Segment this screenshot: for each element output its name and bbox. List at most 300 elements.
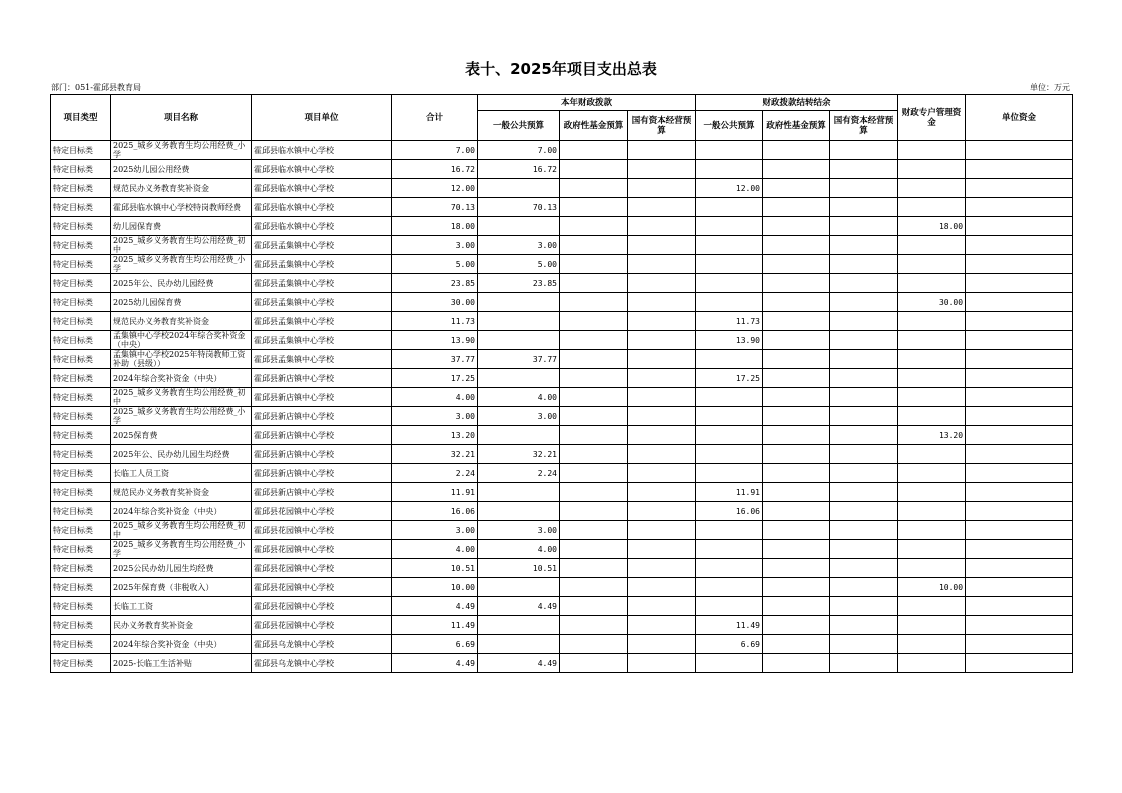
project-name-text: 孟集镇中心学校2025年特岗教师工资补助（县级）） xyxy=(113,350,246,368)
cell-carry-general: 16.06 xyxy=(696,502,763,521)
header-current-group: 本年财政拨款 xyxy=(478,95,696,111)
cell-name xyxy=(111,217,252,236)
cell-total: 37.77 xyxy=(392,350,478,369)
cell-state-capital xyxy=(628,521,696,540)
cell-gov-fund xyxy=(560,445,628,464)
table-row xyxy=(51,635,1073,654)
cell-gov-fund xyxy=(560,597,628,616)
cell-org: 霍邱县临水镇中心学校 xyxy=(252,217,392,236)
cell-name xyxy=(111,198,252,217)
cell-carry-capital xyxy=(830,540,898,559)
cell-type: 特定目标类 xyxy=(51,407,111,426)
cell-carry-capital xyxy=(830,483,898,502)
cell-carry-fund xyxy=(763,217,830,236)
cell-unit-funds xyxy=(966,369,1073,388)
cell-org: 霍邱县乌龙镇中心学校 xyxy=(252,635,392,654)
cell-carry-capital xyxy=(830,521,898,540)
cell-state-capital xyxy=(628,141,696,160)
cell-type: 特定目标类 xyxy=(51,654,111,673)
cell-gov-fund xyxy=(560,426,628,445)
cell-special-mgmt xyxy=(898,198,966,217)
cell-total: 4.49 xyxy=(392,597,478,616)
cell-general-budget: 5.00 xyxy=(478,255,560,274)
cell-unit-funds xyxy=(966,331,1073,350)
cell-general-budget: 16.72 xyxy=(478,160,560,179)
cell-org: 霍邱县临水镇中心学校 xyxy=(252,141,392,160)
cell-general-budget xyxy=(478,426,560,445)
cell-name xyxy=(111,388,252,407)
cell-carry-general xyxy=(696,255,763,274)
cell-general-budget: 4.49 xyxy=(478,597,560,616)
cell-total: 23.85 xyxy=(392,274,478,293)
cell-carry-general xyxy=(696,521,763,540)
cell-type: 特定目标类 xyxy=(51,635,111,654)
cell-state-capital xyxy=(628,255,696,274)
cell-general-budget xyxy=(478,179,560,198)
cell-special-mgmt: 13.20 xyxy=(898,426,966,445)
cell-name xyxy=(111,274,252,293)
cell-special-mgmt xyxy=(898,464,966,483)
cell-carry-general xyxy=(696,407,763,426)
cell-unit-funds xyxy=(966,293,1073,312)
cell-unit-funds xyxy=(966,426,1073,445)
cell-unit-funds xyxy=(966,616,1073,635)
cell-state-capital xyxy=(628,274,696,293)
table-row xyxy=(51,198,1073,217)
cell-carry-fund xyxy=(763,540,830,559)
cell-state-capital xyxy=(628,540,696,559)
header-general-budget: 一般公共预算 xyxy=(478,111,560,141)
cell-general-budget xyxy=(478,293,560,312)
cell-carry-capital xyxy=(830,331,898,350)
cell-state-capital xyxy=(628,654,696,673)
cell-general-budget: 4.49 xyxy=(478,654,560,673)
cell-carry-fund xyxy=(763,597,830,616)
table-row xyxy=(51,160,1073,179)
cell-state-capital xyxy=(628,179,696,198)
cell-carry-general xyxy=(696,217,763,236)
cell-org: 霍邱县新店镇中心学校 xyxy=(252,426,392,445)
table-row xyxy=(51,141,1073,160)
cell-carry-fund xyxy=(763,521,830,540)
project-name-text: 2025_城乡义务教育生均公用经费_小学 xyxy=(113,407,246,425)
table-row xyxy=(51,616,1073,635)
cell-state-capital xyxy=(628,236,696,255)
cell-gov-fund xyxy=(560,616,628,635)
cell-general-budget xyxy=(478,483,560,502)
cell-special-mgmt xyxy=(898,407,966,426)
table-row xyxy=(51,236,1073,255)
cell-carry-fund xyxy=(763,502,830,521)
cell-state-capital xyxy=(628,483,696,502)
cell-unit-funds xyxy=(966,502,1073,521)
cell-special-mgmt xyxy=(898,179,966,198)
cell-general-budget xyxy=(478,616,560,635)
table-row xyxy=(51,179,1073,198)
cell-gov-fund xyxy=(560,521,628,540)
cell-org: 霍邱县孟集镇中心学校 xyxy=(252,274,392,293)
cell-state-capital xyxy=(628,407,696,426)
cell-carry-capital xyxy=(830,274,898,293)
cell-carry-capital xyxy=(830,217,898,236)
cell-org: 霍邱县临水镇中心学校 xyxy=(252,160,392,179)
cell-org: 霍邱县孟集镇中心学校 xyxy=(252,236,392,255)
cell-carry-general xyxy=(696,578,763,597)
project-name-text: 长临工人员工资 xyxy=(113,468,169,478)
cell-total: 30.00 xyxy=(392,293,478,312)
cell-total: 13.20 xyxy=(392,426,478,445)
cell-state-capital xyxy=(628,331,696,350)
cell-state-capital xyxy=(628,559,696,578)
cell-carry-capital xyxy=(830,255,898,274)
cell-gov-fund xyxy=(560,160,628,179)
cell-general-budget xyxy=(478,578,560,597)
page-title: 表十、2025年项目支出总表 xyxy=(465,60,657,78)
cell-total: 70.13 xyxy=(392,198,478,217)
cell-carry-general xyxy=(696,350,763,369)
table-row xyxy=(51,369,1073,388)
cell-total: 32.21 xyxy=(392,445,478,464)
cell-type: 特定目标类 xyxy=(51,160,111,179)
cell-state-capital xyxy=(628,464,696,483)
cell-total: 4.00 xyxy=(392,388,478,407)
cell-total: 13.90 xyxy=(392,331,478,350)
cell-carry-fund xyxy=(763,388,830,407)
project-name-text: 2025_城乡义务教育生均公用经费_初中 xyxy=(113,521,246,539)
project-name-text: 2025幼儿园保育费 xyxy=(113,297,182,307)
cell-general-budget: 7.00 xyxy=(478,141,560,160)
cell-state-capital xyxy=(628,502,696,521)
table-row xyxy=(51,388,1073,407)
cell-type: 特定目标类 xyxy=(51,350,111,369)
cell-carry-capital xyxy=(830,559,898,578)
cell-general-budget: 10.51 xyxy=(478,559,560,578)
cell-name xyxy=(111,578,252,597)
cell-total: 18.00 xyxy=(392,217,478,236)
cell-gov-fund xyxy=(560,312,628,331)
cell-special-mgmt xyxy=(898,445,966,464)
cell-type: 特定目标类 xyxy=(51,502,111,521)
cell-name xyxy=(111,521,252,540)
cell-carry-capital xyxy=(830,160,898,179)
project-name-text: 2025公民办幼儿园生均经费 xyxy=(113,563,214,573)
table-row xyxy=(51,483,1073,502)
cell-type: 特定目标类 xyxy=(51,426,111,445)
cell-unit-funds xyxy=(966,578,1073,597)
cell-total: 11.49 xyxy=(392,616,478,635)
cell-gov-fund xyxy=(560,274,628,293)
cell-unit-funds xyxy=(966,312,1073,331)
cell-carry-general xyxy=(696,540,763,559)
table-row xyxy=(51,540,1073,559)
project-name-text: 2025-长临工生活补贴 xyxy=(113,658,193,668)
cell-carry-fund xyxy=(763,331,830,350)
table-row xyxy=(51,217,1073,236)
cell-carry-general: 11.49 xyxy=(696,616,763,635)
cell-gov-fund xyxy=(560,407,628,426)
cell-special-mgmt xyxy=(898,483,966,502)
cell-type: 特定目标类 xyxy=(51,464,111,483)
table-row xyxy=(51,350,1073,369)
cell-special-mgmt xyxy=(898,312,966,331)
cell-type: 特定目标类 xyxy=(51,521,111,540)
cell-general-budget: 3.00 xyxy=(478,521,560,540)
cell-unit-funds xyxy=(966,445,1073,464)
cell-name xyxy=(111,369,252,388)
cell-name xyxy=(111,350,252,369)
cell-total: 4.49 xyxy=(392,654,478,673)
cell-gov-fund xyxy=(560,293,628,312)
cell-org: 霍邱县孟集镇中心学校 xyxy=(252,255,392,274)
cell-org: 霍邱县花园镇中心学校 xyxy=(252,559,392,578)
cell-carry-capital xyxy=(830,426,898,445)
cell-carry-capital xyxy=(830,236,898,255)
cell-general-budget: 3.00 xyxy=(478,236,560,255)
table-row xyxy=(51,464,1073,483)
cell-org: 霍邱县临水镇中心学校 xyxy=(252,179,392,198)
project-name-text: 2025幼儿园公用经费 xyxy=(113,164,190,174)
cell-name xyxy=(111,540,252,559)
cell-carry-fund xyxy=(763,369,830,388)
cell-general-budget: 2.24 xyxy=(478,464,560,483)
cell-carry-capital xyxy=(830,635,898,654)
cell-type: 特定目标类 xyxy=(51,217,111,236)
cell-state-capital xyxy=(628,293,696,312)
cell-type: 特定目标类 xyxy=(51,483,111,502)
cell-special-mgmt xyxy=(898,255,966,274)
cell-gov-fund xyxy=(560,559,628,578)
project-name-text: 幼儿园保育费 xyxy=(113,221,161,231)
unit-label: 单位：万元 xyxy=(1030,83,1070,92)
cell-total: 4.00 xyxy=(392,540,478,559)
project-expenditure-table xyxy=(50,94,1073,673)
cell-type: 特定目标类 xyxy=(51,274,111,293)
cell-general-budget xyxy=(478,369,560,388)
cell-unit-funds xyxy=(966,597,1073,616)
header-name: 项目名称 xyxy=(111,95,252,141)
cell-carry-general xyxy=(696,198,763,217)
cell-total: 11.91 xyxy=(392,483,478,502)
cell-name xyxy=(111,407,252,426)
cell-carry-capital xyxy=(830,369,898,388)
table-row xyxy=(51,502,1073,521)
cell-carry-general: 11.73 xyxy=(696,312,763,331)
cell-gov-fund xyxy=(560,217,628,236)
cell-type: 特定目标类 xyxy=(51,388,111,407)
cell-gov-fund xyxy=(560,502,628,521)
cell-special-mgmt xyxy=(898,369,966,388)
cell-gov-fund xyxy=(560,540,628,559)
cell-unit-funds xyxy=(966,274,1073,293)
cell-unit-funds xyxy=(966,141,1073,160)
cell-special-mgmt xyxy=(898,635,966,654)
cell-carry-general xyxy=(696,141,763,160)
cell-unit-funds xyxy=(966,521,1073,540)
cell-type: 特定目标类 xyxy=(51,445,111,464)
cell-name xyxy=(111,616,252,635)
header-carry-general: 一般公共预算 xyxy=(696,111,763,141)
cell-special-mgmt: 10.00 xyxy=(898,578,966,597)
cell-general-budget: 37.77 xyxy=(478,350,560,369)
project-name-text: 2025年公、民办幼儿园生均经费 xyxy=(113,449,230,459)
cell-org: 霍邱县花园镇中心学校 xyxy=(252,616,392,635)
cell-name xyxy=(111,597,252,616)
header-special-mgmt: 财政专户管理资金 xyxy=(898,95,966,141)
cell-general-budget xyxy=(478,217,560,236)
table-body xyxy=(51,141,1073,673)
cell-gov-fund xyxy=(560,578,628,597)
cell-special-mgmt xyxy=(898,540,966,559)
cell-carry-capital xyxy=(830,464,898,483)
cell-gov-fund xyxy=(560,369,628,388)
cell-carry-fund xyxy=(763,483,830,502)
cell-state-capital xyxy=(628,388,696,407)
cell-carry-capital xyxy=(830,616,898,635)
cell-gov-fund xyxy=(560,179,628,198)
cell-carry-fund xyxy=(763,635,830,654)
cell-gov-fund xyxy=(560,635,628,654)
cell-general-budget: 23.85 xyxy=(478,274,560,293)
cell-type: 特定目标类 xyxy=(51,331,111,350)
cell-total: 10.00 xyxy=(392,578,478,597)
cell-general-budget: 70.13 xyxy=(478,198,560,217)
cell-carry-general xyxy=(696,559,763,578)
cell-unit-funds xyxy=(966,217,1073,236)
cell-carry-fund xyxy=(763,616,830,635)
project-name-text: 规范民办义务教育奖补资金 xyxy=(113,316,209,326)
cell-carry-general xyxy=(696,293,763,312)
cell-special-mgmt xyxy=(898,350,966,369)
cell-org: 霍邱县新店镇中心学校 xyxy=(252,445,392,464)
cell-name xyxy=(111,559,252,578)
cell-org: 霍邱县花园镇中心学校 xyxy=(252,578,392,597)
cell-carry-fund xyxy=(763,407,830,426)
table-row xyxy=(51,255,1073,274)
cell-org: 霍邱县新店镇中心学校 xyxy=(252,483,392,502)
cell-unit-funds xyxy=(966,654,1073,673)
cell-name xyxy=(111,426,252,445)
cell-total: 16.72 xyxy=(392,160,478,179)
table-row xyxy=(51,407,1073,426)
cell-total: 2.24 xyxy=(392,464,478,483)
project-name-text: 2024年综合奖补资金（中央） xyxy=(113,506,222,516)
cell-gov-fund xyxy=(560,483,628,502)
cell-unit-funds xyxy=(966,255,1073,274)
cell-special-mgmt: 18.00 xyxy=(898,217,966,236)
header-total: 合计 xyxy=(392,95,478,141)
cell-name xyxy=(111,312,252,331)
cell-name xyxy=(111,141,252,160)
cell-name xyxy=(111,331,252,350)
project-name-text: 2025年公、民办幼儿园经费 xyxy=(113,278,214,288)
cell-state-capital xyxy=(628,160,696,179)
cell-state-capital xyxy=(628,217,696,236)
cell-org: 霍邱县新店镇中心学校 xyxy=(252,464,392,483)
cell-carry-fund xyxy=(763,654,830,673)
cell-gov-fund xyxy=(560,141,628,160)
cell-carry-capital xyxy=(830,445,898,464)
cell-carry-fund xyxy=(763,350,830,369)
cell-name xyxy=(111,502,252,521)
cell-state-capital xyxy=(628,616,696,635)
cell-name xyxy=(111,464,252,483)
cell-state-capital xyxy=(628,426,696,445)
cell-carry-capital xyxy=(830,388,898,407)
cell-carry-fund xyxy=(763,141,830,160)
cell-unit-funds xyxy=(966,464,1073,483)
cell-state-capital xyxy=(628,578,696,597)
cell-total: 12.00 xyxy=(392,179,478,198)
project-name-text: 2025_城乡义务教育生均公用经费_小学 xyxy=(113,540,246,558)
cell-org: 霍邱县孟集镇中心学校 xyxy=(252,331,392,350)
cell-special-mgmt xyxy=(898,236,966,255)
cell-special-mgmt xyxy=(898,388,966,407)
cell-type: 特定目标类 xyxy=(51,369,111,388)
project-name-text: 2025保育费 xyxy=(113,430,158,440)
cell-total: 17.25 xyxy=(392,369,478,388)
cell-unit-funds xyxy=(966,388,1073,407)
cell-carry-capital xyxy=(830,654,898,673)
cell-carry-general: 17.25 xyxy=(696,369,763,388)
cell-gov-fund xyxy=(560,255,628,274)
cell-total: 7.00 xyxy=(392,141,478,160)
department-label: 部门：051-霍邱县教育局 xyxy=(51,83,141,92)
cell-carry-capital xyxy=(830,350,898,369)
header-org: 项目单位 xyxy=(252,95,392,141)
cell-carry-general xyxy=(696,597,763,616)
cell-special-mgmt xyxy=(898,331,966,350)
cell-name xyxy=(111,255,252,274)
cell-carry-fund xyxy=(763,274,830,293)
cell-carry-general xyxy=(696,464,763,483)
cell-carry-fund xyxy=(763,426,830,445)
cell-unit-funds xyxy=(966,198,1073,217)
project-name-text: 民办义务教育奖补资金 xyxy=(113,620,193,630)
cell-carry-fund xyxy=(763,578,830,597)
header-carry-fund: 政府性基金预算 xyxy=(763,111,830,141)
table-row xyxy=(51,274,1073,293)
table-row xyxy=(51,597,1073,616)
cell-type: 特定目标类 xyxy=(51,255,111,274)
table-row xyxy=(51,312,1073,331)
cell-name xyxy=(111,445,252,464)
cell-special-mgmt xyxy=(898,597,966,616)
cell-general-budget: 4.00 xyxy=(478,540,560,559)
cell-type: 特定目标类 xyxy=(51,312,111,331)
project-name-text: 孟集镇中心学校2024年综合奖补资金（中央） xyxy=(113,331,246,349)
cell-gov-fund xyxy=(560,331,628,350)
cell-org: 霍邱县花园镇中心学校 xyxy=(252,540,392,559)
cell-special-mgmt: 30.00 xyxy=(898,293,966,312)
cell-state-capital xyxy=(628,445,696,464)
cell-carry-fund xyxy=(763,236,830,255)
cell-name xyxy=(111,483,252,502)
cell-carry-fund xyxy=(763,255,830,274)
table-row xyxy=(51,578,1073,597)
header-gov-fund: 政府性基金预算 xyxy=(560,111,628,141)
cell-special-mgmt xyxy=(898,654,966,673)
project-name-text: 2025_城乡义务教育生均公用经费_小学 xyxy=(113,141,246,159)
project-name-text: 长临工工资 xyxy=(113,601,153,611)
cell-org: 霍邱县孟集镇中心学校 xyxy=(252,293,392,312)
cell-carry-capital xyxy=(830,312,898,331)
cell-state-capital xyxy=(628,312,696,331)
table-row xyxy=(51,559,1073,578)
cell-org: 霍邱县乌龙镇中心学校 xyxy=(252,654,392,673)
cell-name xyxy=(111,635,252,654)
header-state-capital: 国有资本经营预算 xyxy=(628,111,696,141)
cell-special-mgmt xyxy=(898,559,966,578)
